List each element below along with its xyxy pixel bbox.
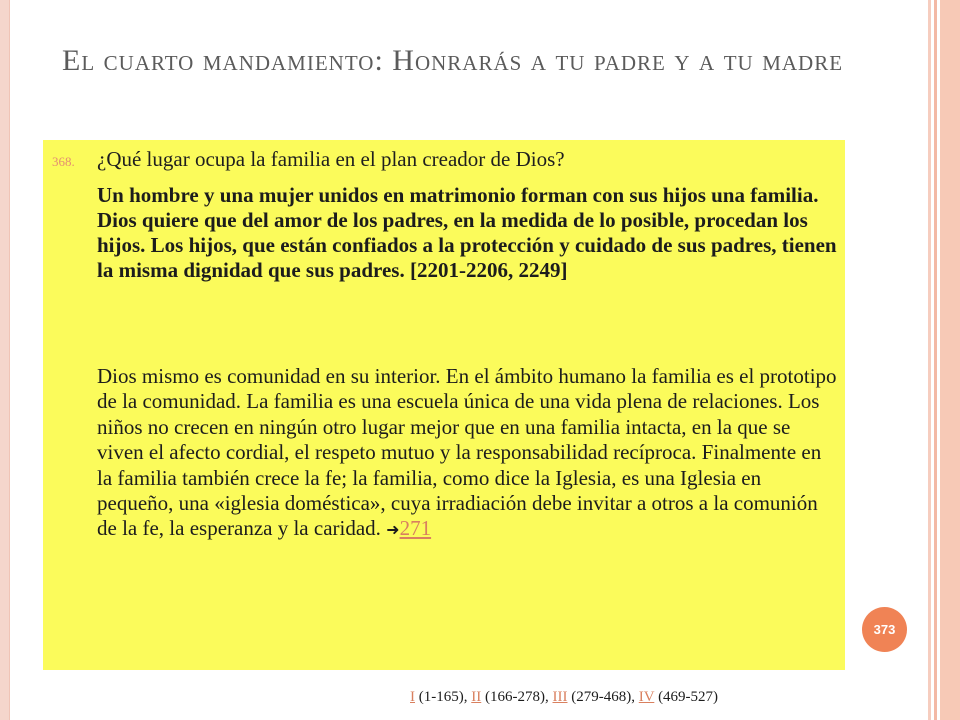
slide-title: El cuarto mandamiento: Honrarás a tu padre y a tu madre [62, 44, 844, 77]
footer-section-links [410, 686, 850, 708]
footer-link-part-2[interactable]: II [471, 689, 482, 705]
footer-range-part-1: (1-165), [418, 689, 468, 705]
left-border-decoration [0, 0, 10, 720]
cross-reference-link[interactable]: 271 [399, 516, 432, 541]
footer-link-part-3[interactable]: III [552, 689, 568, 705]
explanation-block [97, 364, 839, 544]
footer-range-part-3: (279-468), [571, 689, 635, 705]
page-number-badge: 373 [862, 607, 907, 652]
footer-range-part-4: (469-527) [658, 689, 719, 705]
footer-range-part-2: (166-278), [485, 689, 549, 705]
arrow-right-icon: ➜ [386, 522, 400, 540]
footer-link-part-1[interactable]: I [410, 689, 415, 705]
explanation-text: Dios mismo es comunidad en su interior. En el ámbito humano la familia es el prototipo de la comunidad. La familia es una escuela única de una vida plena de relaciones. Los niños no crecen en ningún otro lugar mejor que en una familia intacta, en la que se viven el afecto cordial, el respeto mutuo y la responsabilidad recíproca. Finalmente en la familia también crece la fe; la familia, como dice la Iglesia, es una Iglesia en pequeño, una «iglesia doméstica», cuya irradiación debe invitar a otros a la comunión de la fe, la esperanza y la caridad. [97, 364, 837, 541]
question-text: ¿Qué lugar ocupa la familia en el plan creador de Dios? [97, 147, 565, 171]
right-border-decoration [920, 0, 960, 720]
answer-text: Un hombre y una mujer unidos en matrimonio forman con sus hijos una familia. Dios quiere que del amor de los padres, en la medida de lo posible, procedan los hijos. Los hijos, que están confiados a la protección y cuidado de sus padres, tienen la misma dignidad que sus padres. [2201-2206, 2249] [97, 183, 837, 282]
question-number: 368. [52, 154, 75, 169]
footer-link-part-4[interactable]: IV [638, 689, 655, 705]
